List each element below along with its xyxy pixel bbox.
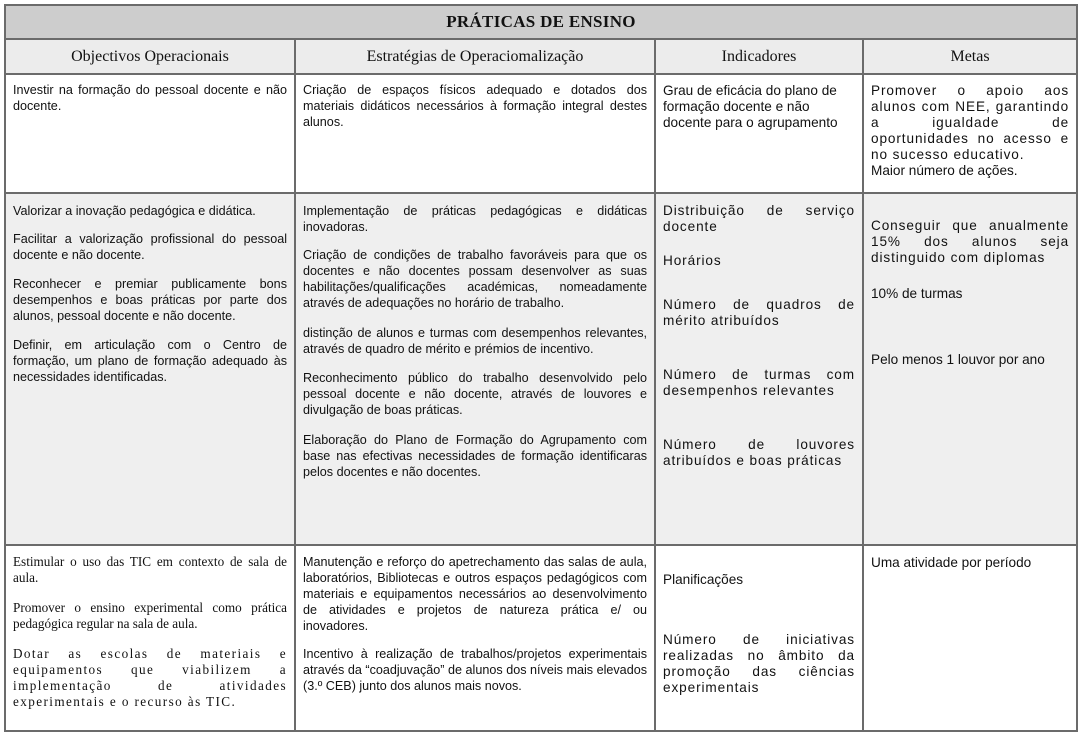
header-strategies: Estratégias de Operaciomalização [295,39,655,73]
objectives-cell [5,193,295,545]
goal-text: Maior número de ações. [871,162,1018,178]
goals-cell [863,545,1077,731]
table-row [5,74,1077,193]
objective-text: Reconhecer e premiar publicamente bons desempenhos e boas práticas por parte dos alunos, pessoal docente e não docente. [13,277,287,324]
strategy-text: Reconhecimento público do trabalho desenvolvido pelo pessoal docente e não docente, através de louvores e divulgação de boas práticas. [303,371,647,418]
objective-text: Dotar as escolas de materiais e equipamentos que viabilizem a implementação de atividades experimentais e o recurso às TIC. [13,645,287,709]
indicator-text: Grau de eficácia do plano de formação docente e não docente para o agrupamento [663,82,838,130]
header-goals: Metas [863,39,1077,73]
strategy-text: Elaboração do Plano de Formação do Agrupamento com base nas efectivas necessidades de formação identificaras pelos docentes e não docentes. [303,433,647,480]
indicator-text: Número de turmas com desempenhos relevantes [663,367,855,399]
indicator-text: Planificações [663,571,744,587]
praticas-de-ensino-table [4,4,1078,732]
objective-text: Facilitar a valorização profissional do pessoal docente e não docente. [13,232,287,263]
objective-text: Investir na formação do pessoal docente e não docente. [13,82,287,113]
indicator-text: Número de iniciativas realizadas no âmbito da promoção das ciências experimentais [663,631,855,695]
objective-text: Estimular o uso das TIC em contexto de sala de aula. [13,553,287,585]
goal-text: Pelo menos 1 louvor por ano [871,352,1045,368]
indicators-cell [655,74,863,193]
strategy-text: Manutenção e reforço do apetrechamento das salas de aula, laboratórios, Bibliotecas e outros espaços pedagógicos com materiais e equipamentos necessários ao desenvolvimento de atividades e projetos de natureza prática e/ ou inovadores. [303,554,647,633]
goal-text: Conseguir que anualmente 15% dos alunos seja distinguido com diplomas [871,218,1070,266]
strategy-text: distinção de alunos e turmas com desempenhos relevantes, através de quadro de mérito e prémios de incentivo. [303,326,647,357]
table-row [5,545,1077,731]
goal-text: 10% de turmas [871,286,963,302]
objective-text: Valorizar a inovação pedagógica e didática. [13,204,256,219]
objective-text: Promover o ensino experimental como prática pedagógica regular na sala de aula. [13,599,287,631]
goal-text: Uma atividade por período [871,554,1032,570]
strategies-cell [295,545,655,731]
strategies-cell [295,193,655,545]
header-indicators: Indicadores [655,39,863,73]
strategy-text: Criação de espaços físicos adequado e dotados dos materiais didáticos necessários à formação integral destes alunos. [303,82,647,129]
goals-cell [863,74,1077,193]
table-row [5,193,1077,545]
objectives-cell [5,74,295,193]
table-title: PRÁTICAS DE ENSINO [5,5,1077,39]
indicators-cell [655,545,863,731]
objective-text: Definir, em articulação com o Centro de formação, um plano de formação adequado às necessidades identificadas. [13,338,287,385]
indicator-text: Número de quadros de mérito atribuídos [663,297,855,329]
strategy-text: Criação de condições de trabalho favoráveis para que os docentes e não docentes possam desenvolver as suas habilitações/qualificações académicas, nomeadamente através de adequações no horário de trabalho. [303,248,647,311]
goals-cell [863,193,1077,545]
indicator-text: Distribuição de serviço docente [663,203,855,235]
strategies-cell [295,74,655,193]
strategy-text: Incentivo à realização de trabalhos/projetos experimentais através da “coadjuvação” de alunos dos níveis mais elevados (3.º CEB) junto dos alunos mais novos. [303,646,647,693]
objectives-cell [5,545,295,731]
indicators-cell [655,193,863,545]
indicator-text: Horários [663,253,722,269]
header-objectives: Objectivos Operacionais [5,39,295,73]
goal-text: Promover o apoio aos alunos com NEE, garantindo a igualdade de oportunidades no acesso e no sucesso educativo. [871,82,1070,162]
indicator-text: Número de louvores atribuídos e boas práticas [663,437,855,469]
strategy-text: Implementação de práticas pedagógicas e didáticas inovadoras. [303,204,647,235]
